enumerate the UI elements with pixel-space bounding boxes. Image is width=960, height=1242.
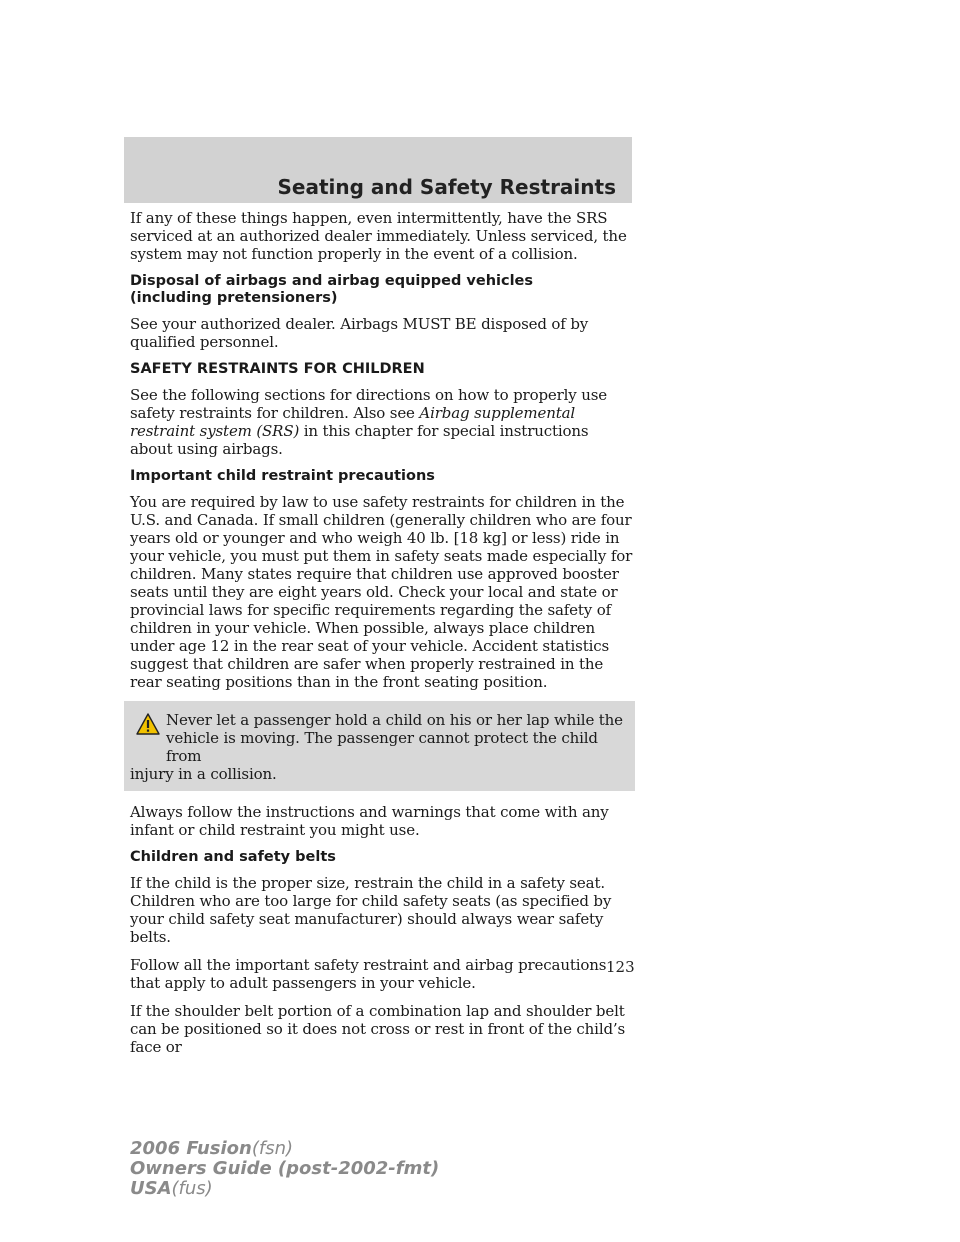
paragraph-child-law: You are required by law to use safety restraints for children in the U.S. and Canada. If small children (generally children who are four years old or younger and who weigh 40 lb. [18 kg] or less) ride in your vehicle, you must put them in safety seats made especially for children. Many states require that children use approved booster seats until they are eight years old. Check your local and state or provincial laws for specific requirements regarding the safety of children in your vehicle. When possible, always place children under age 12 in the rear seat of your vehicle. Accident statistics suggest that children are safer when properly restrained in the rear seating positions than in the front seating position. [130, 493, 633, 691]
paragraph-proper-size: If the child is the proper size, restrain the child in a safety seat. Children who are too large for child safety seats (as specified by your child safety seat manufacturer) should always wear safety belts. [130, 874, 612, 946]
paragraph-follow-instructions: Always follow the instructions and warnings that come with any infant or child restraint you might use. [130, 803, 609, 839]
heading-airbag-disposal-line2: (including pretensioners) [130, 290, 338, 306]
heading-airbag-disposal-line1: Disposal of airbags and airbag equipped vehicles [130, 273, 534, 289]
reference-airbag-srs: Airbag supplemental restraint system (SRS) [130, 404, 576, 440]
heading-airbag-disposal [130, 273, 635, 307]
paragraph-child-sections [130, 386, 635, 458]
paragraph-adult-precautions: Follow all the important safety restraint and airbag precautions that apply to adult passengers in your vehicle. [130, 956, 607, 992]
footer-model-code: (fsn) [251, 1138, 293, 1159]
page-content [130, 209, 635, 1066]
warning-line-3: injury in a collision. [130, 765, 277, 783]
section-title: Seating and Safety Restraints [277, 175, 616, 199]
footer-line-1 [130, 1139, 439, 1159]
warning-triangle-icon [136, 713, 160, 735]
paragraph-srs-service: If any of these things happen, even intermittently, have the SRS serviced at an authorized dealer immediately. Unless serviced, the system may not function properly in the event of a collision. [130, 209, 627, 263]
header-band [124, 137, 632, 203]
heading-child-restraints: SAFETY RESTRAINTS FOR CHILDREN [130, 361, 425, 377]
paragraph-shoulder-belt: If the shoulder belt portion of a combination lap and shoulder belt can be positioned so it does not cross or rest in front of the child’s face or [130, 1002, 626, 1056]
warning-line-1: Never let a passenger hold a child on his or her lap while the [166, 711, 623, 729]
page-number: 123 [606, 958, 635, 976]
paragraph-child-sections-b: in this chapter for special instructions about using airbags. [130, 422, 589, 458]
footer-market: USA [130, 1178, 172, 1199]
warning-box [124, 701, 635, 791]
paragraph-child-sections-a: See the following sections for directions on how to properly use safety restraints for children. Also see [130, 386, 608, 422]
footer-line-3 [130, 1179, 439, 1199]
heading-precautions: Important child restraint precautions [130, 468, 435, 484]
footer-market-code: (fus) [171, 1178, 213, 1199]
heading-children-safety-belts: Children and safety belts [130, 849, 336, 865]
warning-line-2: vehicle is moving. The passenger cannot protect the child from [166, 729, 598, 765]
footer-line-2: Owners Guide (post-2002-fmt) [130, 1158, 440, 1179]
footer-info [130, 1139, 439, 1199]
footer-model: 2006 Fusion [130, 1138, 252, 1159]
paragraph-disposal: See your authorized dealer. Airbags MUST BE disposed of by qualified personnel. [130, 315, 589, 351]
